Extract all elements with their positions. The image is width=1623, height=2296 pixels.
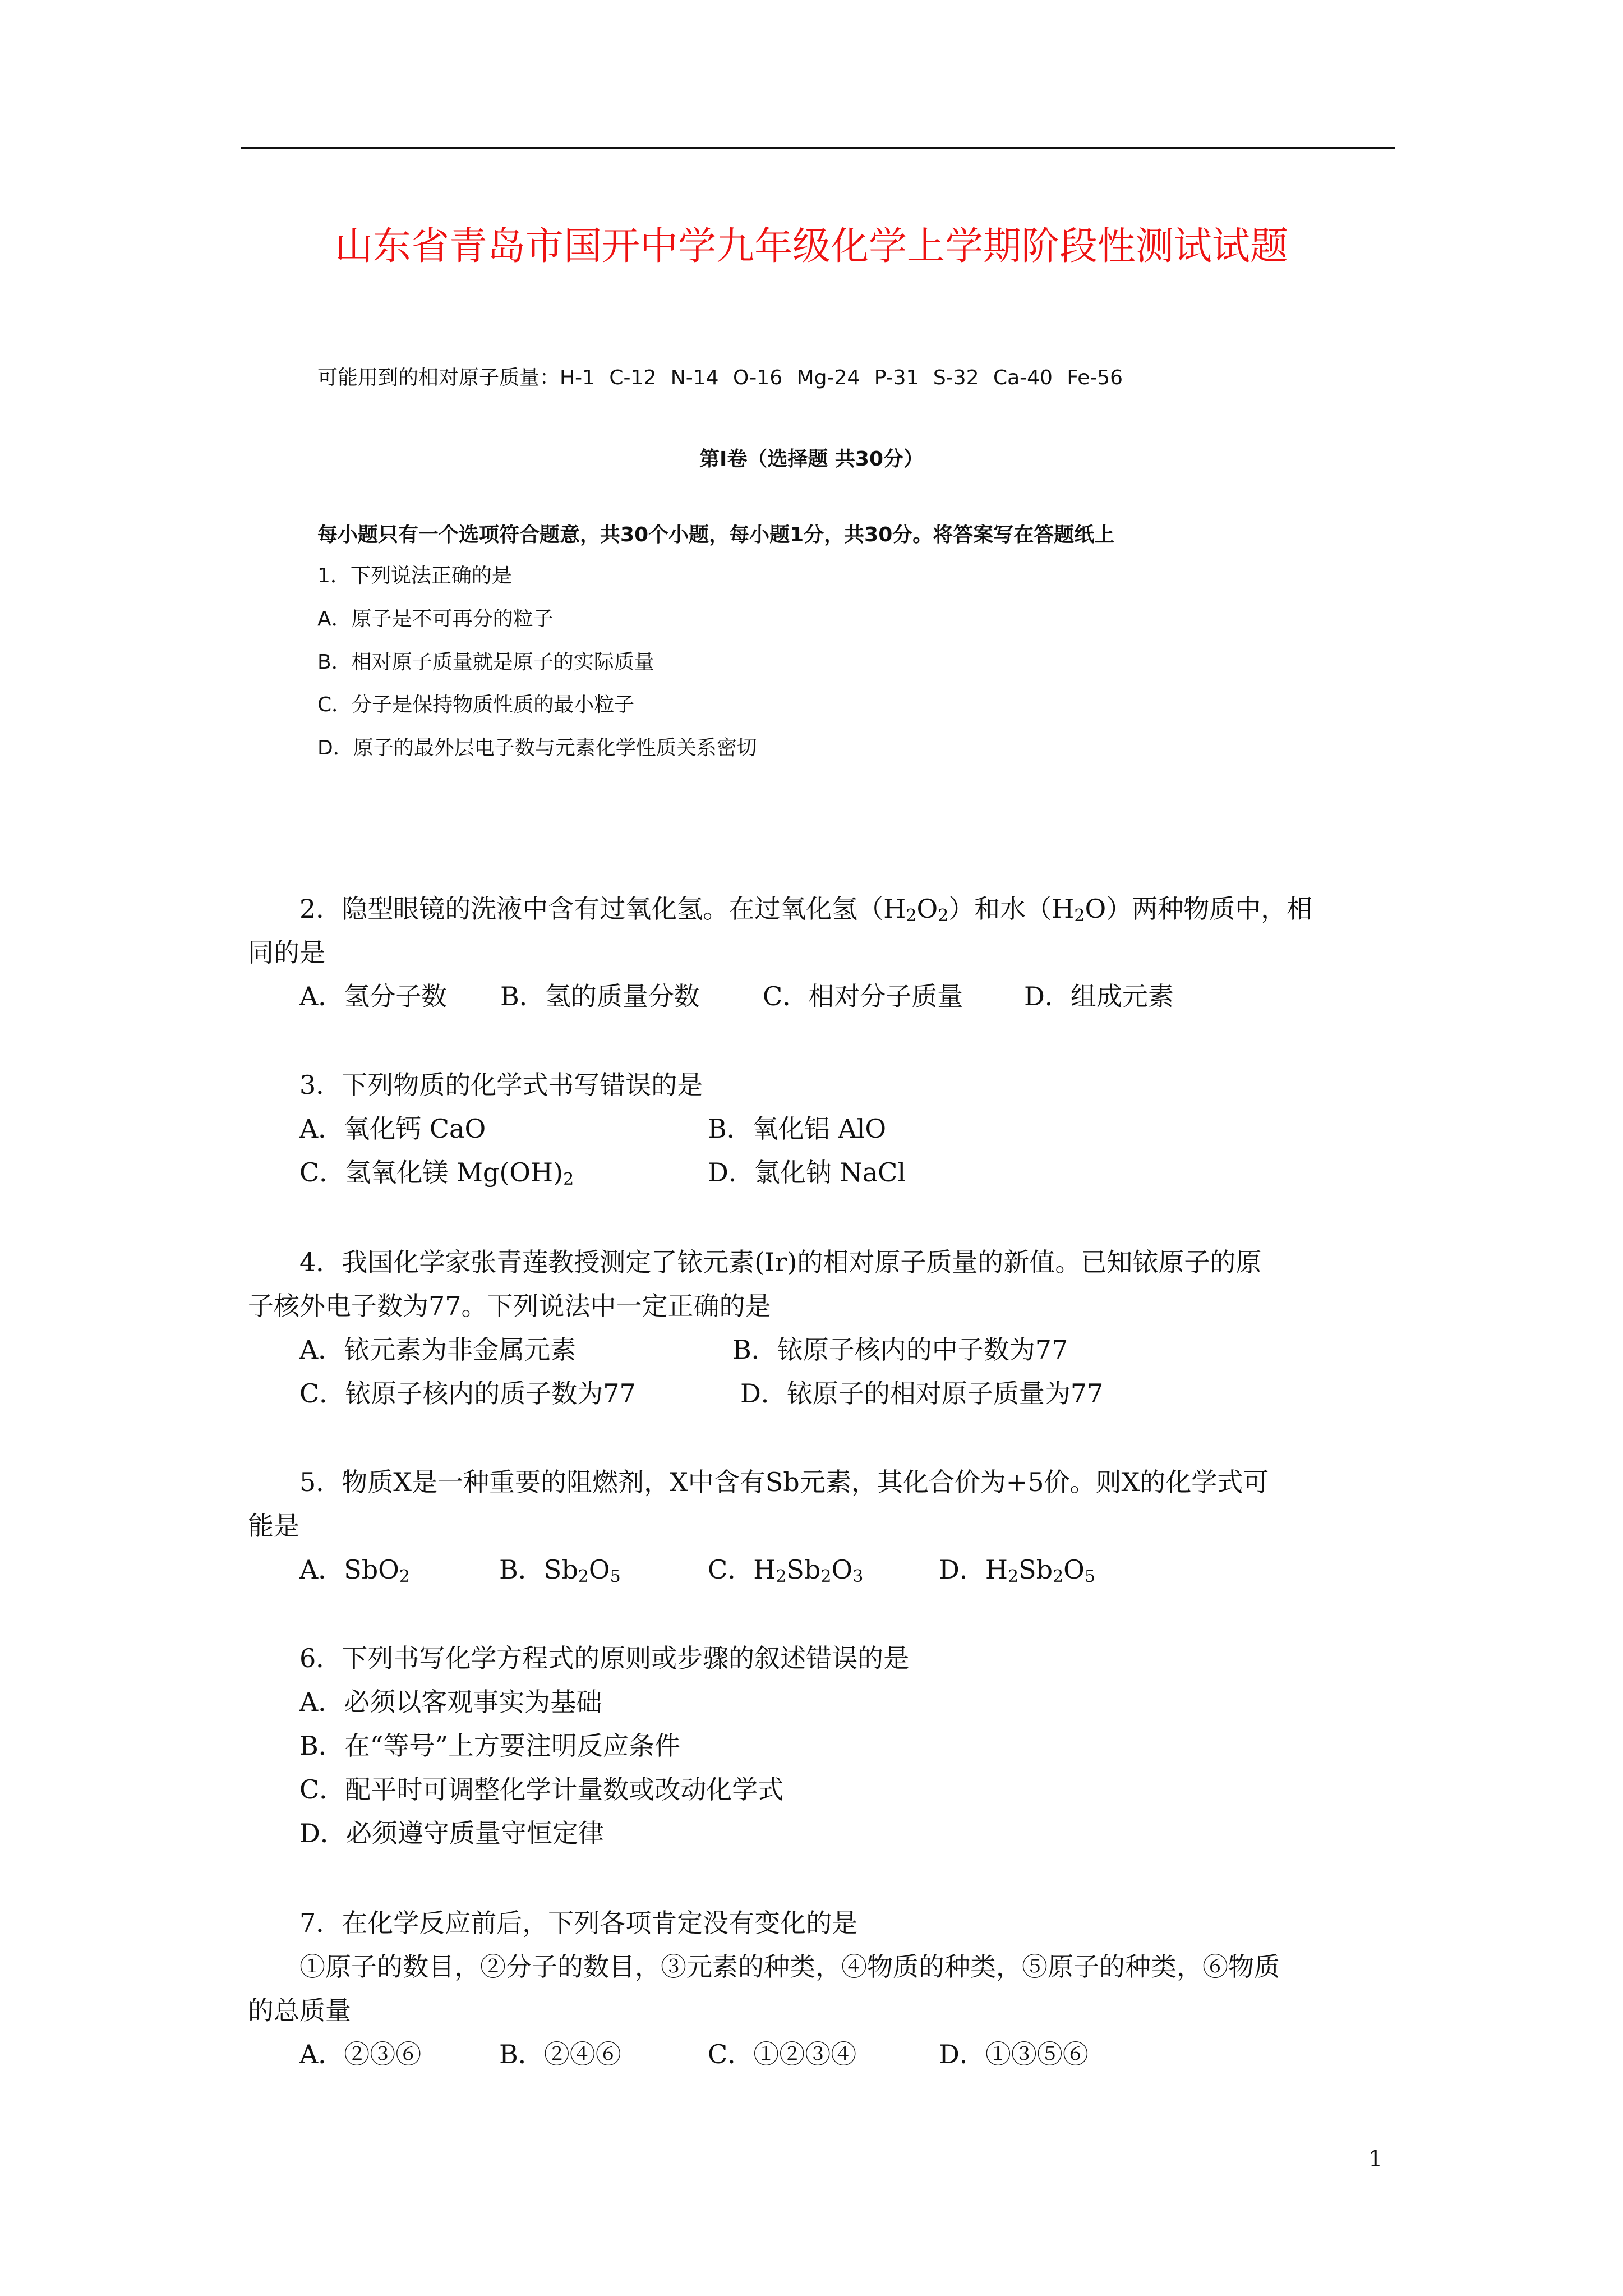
page-number: 1 (1368, 2146, 1383, 2172)
atomic-masses: 可能用到的相对原子质量：H-1 C-12 N-14 O-16 Mg-24 P-31 S-32 Ca-40 Fe-56 (317, 366, 1123, 389)
q1-option-d: D．原子的最外层电子数与元素化学性质关系密切 (317, 737, 757, 760)
q7-option-b: B．②④⑥ (499, 2039, 621, 2069)
q2-option-d: D．组成元素 (1024, 981, 1174, 1011)
q3-option-d: D．氯化钠 NaCl (708, 1157, 906, 1188)
q7-option-d: D．①③⑤⑥ (939, 2039, 1089, 2069)
q2-stem-cont: 同的是 (248, 937, 325, 968)
q5-option-a: A．SbO$_2$ (299, 1554, 410, 1586)
q6-stem: 6．下列书写化学方程式的原则或步骤的叙述错误的是 (299, 1643, 910, 1673)
q3-stem: 3．下列物质的化学式书写错误的是 (299, 1070, 703, 1100)
q6-option-b: B．在“等号”上方要注明反应条件 (299, 1731, 680, 1761)
q5-option-b: B．$Sb_2O_5$ (499, 1554, 621, 1586)
q3-option-a: A．氧化钙 CaO (299, 1114, 486, 1144)
q4-stem: 4．我国化学家张青莲教授测定了铱元素(Ir)的相对原子质量的新值。已知铱原子的原 (299, 1247, 1262, 1277)
q7-option-c: C．①②③④ (708, 2039, 857, 2069)
q6-option-d: D．必须遵守质量守恒定律 (299, 1818, 604, 1848)
q7-items: ①原子的数目，②分子的数目，③元素的种类，④物质的种类，⑤原子的种类，⑥物质 (299, 1952, 1280, 1982)
q2-option-b: B．氢的质量分数 (500, 981, 700, 1011)
q4-option-a: A．铱元素为非金属元素 (299, 1335, 577, 1365)
q1-stem: 1．下列说法正确的是 (317, 564, 512, 587)
q4-option-c: C．铱原子核内的质子数为77 (299, 1378, 636, 1409)
q1-option-a: A．原子是不可再分的粒子 (317, 608, 554, 631)
q5-stem-cont: 能是 (248, 1511, 299, 1541)
q4-option-b: B．铱原子核内的中子数为77 (732, 1335, 1068, 1365)
q1-option-b: B．相对原子质量就是原子的实际质量 (317, 651, 654, 674)
q2-stem: 2．隐型眼镜的洗液中含有过氧化氢。在过氧化氢$(H_2O_2)$和水$(H_2O)$两种物质中，相 (299, 894, 1313, 926)
q1-option-c: C．分子是保持物质性质的最小粒子 (317, 693, 635, 716)
q5-option-d: D．$H_2Sb_2O_5$ (939, 1554, 1095, 1586)
q6-option-a: A．必须以客观事实为基础 (299, 1687, 602, 1717)
q3-option-c: C．氢氧化镁 $Mg(OH)_2$ (299, 1157, 574, 1189)
q4-stem-cont: 子核外电子数为77。下列说法中一定正确的是 (248, 1291, 771, 1321)
q2-option-a: A．氢分子数 (299, 981, 448, 1011)
section-title: 第Ⅰ卷（选择题 共30分） (699, 448, 924, 471)
q7-stem: 7．在化学反应前后，下列各项肯定没有变化的是 (299, 1908, 858, 1938)
header-rule (241, 147, 1395, 149)
q5-option-c: C．$H_2Sb_2O_3$ (708, 1554, 864, 1586)
q6-option-c: C．配平时可调整化学计量数或改动化学式 (299, 1774, 784, 1805)
q4-option-d: D．铱原子的相对原子质量为77 (740, 1378, 1104, 1409)
q7-items-cont: 的总质量 (248, 1995, 351, 2026)
q2-option-c: C．相对分子质量 (763, 981, 963, 1011)
q3-option-b: B．氧化铝 AlO (708, 1114, 887, 1144)
q5-stem: 5．物质X是一种重要的阻燃剂，X中含有Sb元素，其化合价为+5价。则X的化学式可 (299, 1467, 1269, 1497)
instructions: 每小题只有一个选项符合题意，共30个小题，每小题1分，共30分。将答案写在答题纸上 (317, 523, 1115, 546)
q7-option-a: A．②③⑥ (299, 2039, 422, 2069)
page-title: 山东省青岛市国开中学九年级化学上学期阶段性测试试题 (334, 224, 1288, 269)
